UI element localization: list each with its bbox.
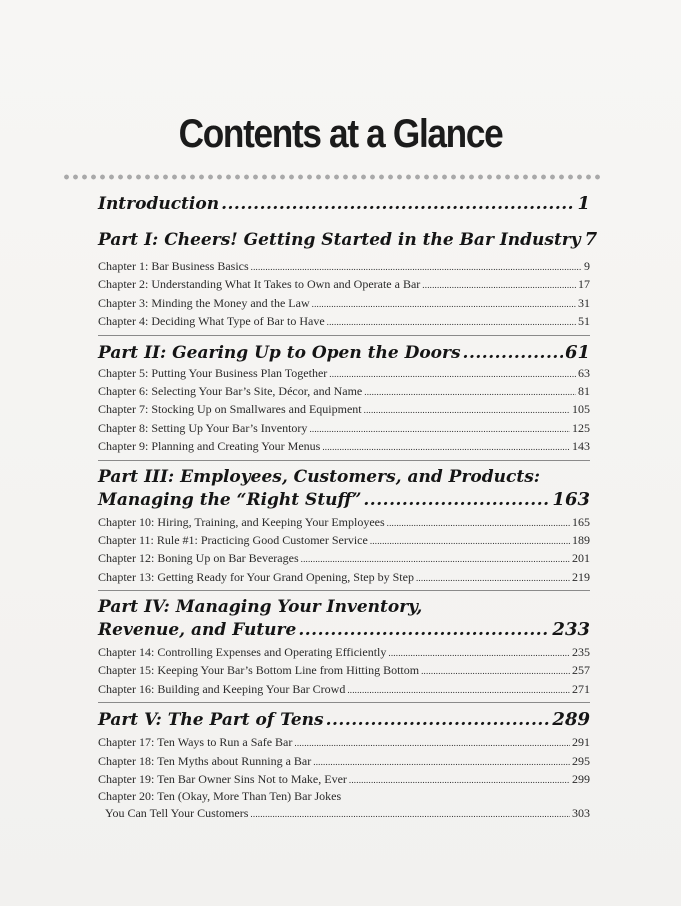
toc-chapter-1[interactable] <box>98 257 590 275</box>
dot-leader <box>327 312 576 331</box>
chapter-title-line1[interactable]: Chapter 20: Ten (Okay, More Than Ten) Bar Jokes <box>98 789 342 804</box>
toc-chapter-8[interactable] <box>98 419 590 437</box>
dot-leader <box>388 643 570 662</box>
dot-leader <box>463 343 563 363</box>
dot-leader <box>421 661 570 680</box>
chapter-page: 189 <box>572 532 590 547</box>
chapter-page: 201 <box>572 551 590 566</box>
part-page: 7 <box>584 229 598 250</box>
toc-chapter-12[interactable] <box>98 549 590 567</box>
chapter-title: Chapter 6: Selecting Your Bar’s Site, Décor, and Name <box>98 383 363 398</box>
part-page: 289 <box>552 709 590 731</box>
toc-chapter-5[interactable] <box>98 364 590 382</box>
chapter-page: 81 <box>578 383 590 398</box>
chapter-title: Chapter 4: Deciding What Type of Bar to Have <box>98 314 325 329</box>
dot-leader <box>422 275 576 294</box>
toc-chapter-3[interactable] <box>98 294 590 312</box>
part-title: Part I: Cheers! Getting Started in the Bar Industry <box>98 230 581 250</box>
part-page: 233 <box>552 619 590 641</box>
toc-chapter-13[interactable] <box>98 568 590 586</box>
chapter-title: Chapter 9: Planning and Creating Your Menus <box>98 439 321 454</box>
dot-leader <box>329 364 576 383</box>
toc-chapter-20[interactable] <box>98 805 590 821</box>
part-title: Managing the “Right Stuff” <box>98 489 362 510</box>
part-title: Revenue, and Future <box>98 620 297 641</box>
chapter-page: 303 <box>572 806 590 821</box>
chapter-title: Chapter 16: Building and Keeping Your Bar Crowd <box>98 681 346 696</box>
page-title: Contents at a Glance <box>178 112 503 156</box>
toc-chapter-18[interactable] <box>98 752 590 770</box>
part-title-line1[interactable]: Part IV: Managing Your Inventory, <box>98 597 423 618</box>
toc-chapter-7[interactable] <box>98 400 590 418</box>
toc-chapter-15[interactable] <box>98 661 590 679</box>
chapter-title: Chapter 14: Controlling Expenses and Operating Efficiently <box>98 645 387 660</box>
chapter-page: 299 <box>572 772 590 787</box>
section-divider <box>98 702 590 703</box>
section-divider <box>98 590 590 591</box>
chapter-title: You Can Tell Your Customers <box>105 806 249 821</box>
dot-leader <box>309 419 570 438</box>
table-of-contents <box>98 193 598 821</box>
part-title: Part II: Gearing Up to Open the Doors <box>98 342 461 363</box>
chapter-page: 143 <box>572 439 590 454</box>
dot-leader <box>251 257 582 276</box>
chapter-title: Chapter 19: Ten Bar Owner Sins Not to Make, Ever <box>98 772 347 787</box>
chapter-page: 51 <box>578 314 590 329</box>
introduction-label: Introduction <box>98 194 220 214</box>
chapter-page: 291 <box>572 735 590 750</box>
dot-leader <box>298 620 550 640</box>
toc-chapter-16[interactable] <box>98 680 590 698</box>
dot-leader <box>387 513 570 532</box>
chapter-title: Chapter 8: Setting Up Your Bar’s Inventory <box>98 420 308 435</box>
chapter-title: Chapter 2: Understanding What It Takes to Own and Operate a Bar <box>98 277 421 292</box>
chapter-title: Chapter 3: Minding the Money and the Law <box>98 295 310 310</box>
dot-leader <box>370 531 570 550</box>
toc-chapter-17[interactable] <box>98 733 590 751</box>
chapter-page: 31 <box>578 295 590 310</box>
introduction-page: 1 <box>577 193 590 214</box>
toc-chapter-10[interactable] <box>98 513 590 531</box>
part-title-line1[interactable]: Part III: Employees, Customers, and Products: <box>98 466 541 487</box>
chapter-page: 257 <box>572 663 590 678</box>
dot-leader <box>322 437 570 456</box>
chapter-title: Chapter 15: Keeping Your Bar’s Bottom Line from Hitting Bottom <box>98 663 420 678</box>
section-divider <box>98 460 590 461</box>
toc-chapter-14[interactable] <box>98 643 590 661</box>
chapter-title: Chapter 10: Hiring, Training, and Keeping Your Employees <box>98 514 385 529</box>
toc-chapter-19[interactable] <box>98 770 590 788</box>
dot-leader <box>326 710 551 730</box>
dot-leader <box>364 400 570 419</box>
section-divider <box>98 335 590 336</box>
toc-part-2[interactable] <box>98 342 590 364</box>
chapter-title: Chapter 1: Bar Business Basics <box>98 259 249 273</box>
chapter-page: 17 <box>578 277 590 292</box>
chapter-page: 271 <box>572 681 590 696</box>
dot-leader <box>250 805 570 822</box>
toc-chapter-2[interactable] <box>98 275 590 293</box>
chapter-title: Chapter 17: Ten Ways to Run a Safe Bar <box>98 735 293 750</box>
chapter-page: 105 <box>572 402 590 417</box>
dot-leader <box>349 770 570 789</box>
chapter-page: 235 <box>572 645 590 660</box>
dot-leader <box>301 549 570 568</box>
chapter-page: 9 <box>584 259 590 273</box>
dot-leader <box>416 568 570 587</box>
toc-chapter-6[interactable] <box>98 382 590 400</box>
toc-part-3[interactable] <box>98 489 590 513</box>
toc-introduction[interactable] <box>98 193 590 229</box>
dot-leader <box>363 490 550 510</box>
chapter-page: 125 <box>572 420 590 435</box>
part-page: 61 <box>564 341 590 363</box>
toc-part-5[interactable] <box>98 709 590 733</box>
toc-chapter-11[interactable] <box>98 531 590 549</box>
dot-leader <box>312 294 576 313</box>
chapter-page: 295 <box>572 753 590 768</box>
part-page: 163 <box>552 488 590 510</box>
chapter-title: Chapter 11: Rule #1: Practicing Good Customer Service <box>98 532 368 547</box>
chapter-title: Chapter 5: Putting Your Business Plan Together <box>98 365 328 380</box>
dotted-rule <box>62 173 600 181</box>
chapter-page: 165 <box>572 514 590 529</box>
chapter-title: Chapter 18: Ten Myths about Running a Bar <box>98 753 312 768</box>
dot-leader <box>294 733 570 752</box>
dot-leader <box>221 194 575 214</box>
dot-leader <box>347 680 570 699</box>
part-title: Part V: The Part of Tens <box>98 710 324 731</box>
chapter-title: Chapter 13: Getting Ready for Your Grand Opening, Step by Step <box>98 569 414 584</box>
chapter-page: 63 <box>578 365 590 380</box>
chapter-page: 219 <box>572 569 590 584</box>
chapter-title: Chapter 7: Stocking Up on Smallwares and Equipment <box>98 402 362 417</box>
toc-chapter-4[interactable] <box>98 312 590 330</box>
dot-leader <box>364 382 576 401</box>
toc-part-1[interactable] <box>98 229 598 257</box>
chapter-title: Chapter 12: Boning Up on Bar Beverages <box>98 551 299 566</box>
dot-leader <box>313 752 570 771</box>
toc-chapter-9[interactable] <box>98 437 590 455</box>
toc-part-4[interactable] <box>98 619 590 643</box>
